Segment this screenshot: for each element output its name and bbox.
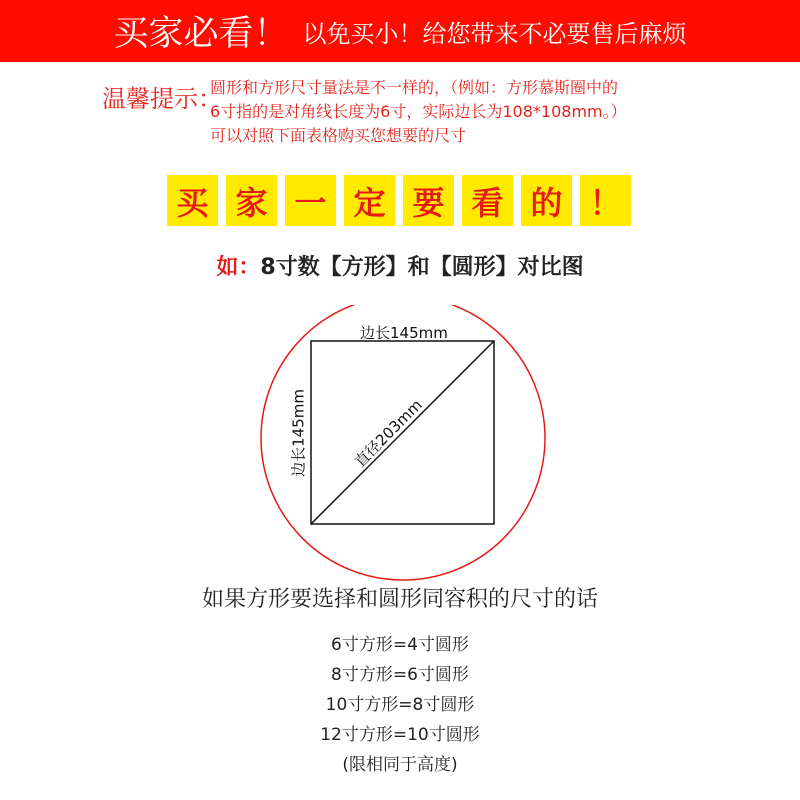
same-volume-title: 如果方形要选择和圆形同容积的尺寸的话	[201, 587, 598, 612]
left-side-label: 边长145mm	[289, 389, 308, 477]
conversion-item: 12寸方形=10寸圆形	[320, 725, 480, 745]
must-read-char: ！	[580, 175, 631, 226]
comparison-prefix: 如：	[216, 255, 261, 280]
tip-line: 圆形和方形尺寸量法是不一样的，（例如：方形慕斯圈中的	[210, 78, 619, 97]
conversion-item: 10寸方形=8寸圆形	[325, 695, 475, 715]
banner-subline: 以免买小！给您带来不必要售后麻烦	[302, 19, 687, 48]
tip-line: 6寸指的是对角线长度为6寸，实际边长为108*108mm。）	[210, 102, 627, 121]
must-read-char: 定	[344, 175, 395, 226]
must-read-char: 看	[462, 175, 513, 226]
must-read-char: 家	[226, 175, 277, 226]
conversion-note: (限相同于高度)	[342, 755, 458, 775]
diagonal-label: 直径203mm	[350, 395, 426, 471]
must-read-char: 一	[285, 175, 336, 226]
top-banner	[0, 0, 800, 62]
tip-label: 温馨提示：	[102, 85, 222, 113]
comparison-title	[0, 250, 800, 281]
must-read-char: 的	[521, 175, 572, 226]
conversion-list	[0, 630, 800, 780]
must-read-banner	[167, 175, 631, 226]
must-read-char: 买	[167, 175, 218, 226]
banner-headline: 买家必看！	[113, 14, 289, 54]
size-diagram	[260, 305, 550, 595]
tip-line: 可以对照下面表格购买您想要的尺寸	[210, 126, 467, 145]
tip-lines	[210, 76, 627, 148]
top-side-label: 边长145mm	[360, 324, 448, 342]
conversion-item: 8寸方形=6寸圆形	[331, 665, 469, 685]
comparison-text: 8寸数【方形】和【圆形】对比图	[260, 255, 584, 280]
conversion-item: 6寸方形=4寸圆形	[331, 635, 469, 655]
must-read-char: 要	[403, 175, 454, 226]
